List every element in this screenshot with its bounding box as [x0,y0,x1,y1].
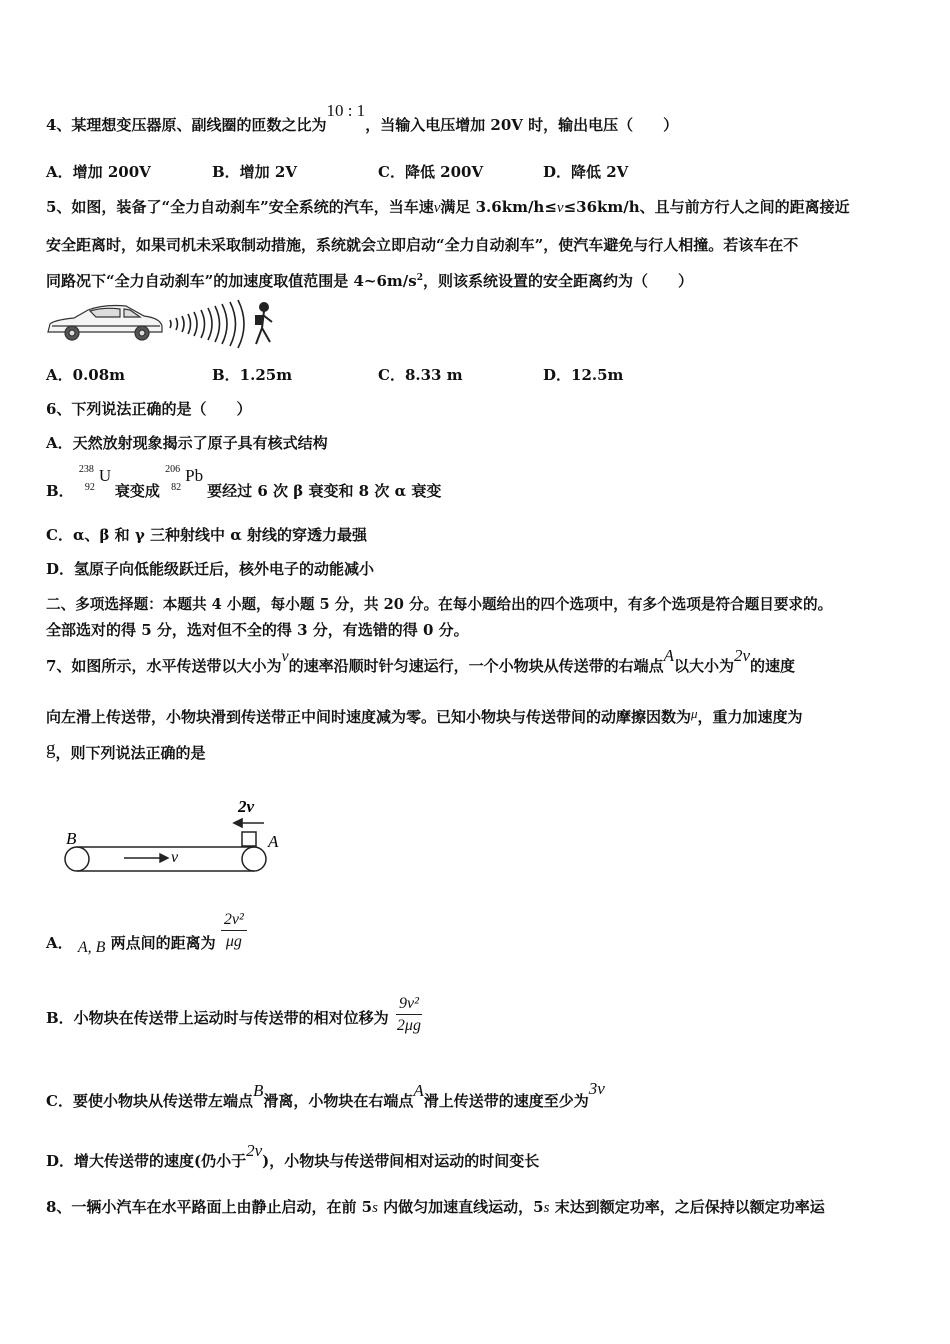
q4-option-b: B．增加 2V [212,163,297,181]
q8-unit-s: s [543,1200,550,1216]
left-roller [65,847,89,871]
uranium-isotope [78,464,115,496]
q6-stem: 6、下列说法正确的是（ ） [46,400,252,418]
q4-stem-text: 4、某理想变压器原、副线圈的匝数之比为 [46,116,327,134]
q6-option-b-label: B． [46,482,74,500]
q7-line-1 [46,646,796,676]
q4-option-a: A．增加 200V [46,163,151,181]
q7-option-b [46,994,424,1037]
uranium-symbol: U [98,466,112,485]
q6-option-b [46,464,442,501]
q5-option-c: C．8.33 m [378,366,463,384]
right-roller [242,847,266,871]
q7-option-d [46,1141,540,1171]
q7-speed-2v: 2v [733,646,751,665]
q8-text-mid: 内做匀加速直线运动，5 [377,1198,544,1216]
q7-option-b-fraction [394,994,424,1037]
q5-line1-text: 5、如图，装备了“全力自动刹车”安全系统的汽车，当车速 [46,198,434,216]
left-arrow-icon [234,819,264,827]
car-icon [48,306,162,341]
uranium-mass-number: 238 [78,464,94,475]
lead-isotope [165,464,207,496]
q7-option-a-text: 两点间的距离为 [110,933,216,952]
car-pedestrian-figure [44,298,280,350]
q7-line2-text: 向左滑上传送带，小物块滑到传送带正中间时速度减为零。已知小物块与传送带间的动摩擦因数为 [46,708,692,726]
lead-atomic-number: 82 [171,482,182,493]
q6-option-a: A．天然放射现象揭示了原子具有核式结构 [46,434,328,452]
q5-superscript: 2 [416,273,423,283]
q4-option-c: C．降低 200V [378,163,484,181]
q8-unit-s: s [372,1200,378,1216]
q7-line2-tail: ，重力加速度为 [697,708,803,726]
q5-line-3 [46,270,693,291]
q5-option-a: A．0.08m [46,366,126,384]
q7-line1-text: 7、如图所示，水平传送带以大小为 [46,657,282,675]
q4-ratio: 10 : 1 [326,101,366,120]
q7-option-a [46,910,247,956]
block-square [242,832,256,846]
q8-text: 8、一辆小汽车在水平路面上由静止启动，在前 5 [46,1198,373,1216]
signal-waves-icon [170,300,244,348]
q7-option-c-mid: 滑离，小物块在右端点 [263,1092,414,1110]
right-arrow-icon [124,854,168,862]
q7-option-a-label: A． [46,933,73,952]
fraction-numerator: 9v² [396,994,422,1015]
q7-mu: μ [691,706,698,721]
uranium-atomic-number: 92 [84,482,95,493]
q5-line-2: 安全距离时，如果司机未采取制动措施，系统就会立即启动“全力自动刹车”，使汽车避免与行人相撞。若该车在不 [46,236,799,254]
figure-label-2v: 2v [238,797,255,816]
figure-label-b: B [66,829,77,848]
q6-option-d: D．氢原子向低能级跃迁后，核外电子的动能减小 [46,560,375,578]
q7-option-d-text: D．增大传送带的速度(仍小于 [46,1152,247,1170]
q4-stem-tail: ，当输入电压增加 20V 时，输出电压（ ） [365,116,679,134]
q4-stem [46,101,679,135]
q6-option-b-tail: 要经过 6 次 β 衰变和 8 次 α 衰变 [207,482,442,500]
q7-line3-text: ，则下列说法正确的是 [55,744,206,762]
q5-option-d: D．12.5m [543,366,624,384]
q7-gravity-g: g [46,738,56,759]
q7-speed-3v: 3v [588,1079,605,1098]
q7-line1-tail: 的速度 [750,657,796,675]
q7-option-c-text: C．要使小物块从传送带左端点 [46,1092,253,1110]
fraction-numerator: 2v² [221,910,247,931]
q7-point-b: B [252,1081,264,1100]
q7-line-3 [46,738,206,764]
q7-option-c-tail: 滑上传送带的速度至少为 [423,1092,589,1110]
q7-option-b-text: B．小物块在传送带上运动时与传送带的相对位移为 [46,1008,389,1027]
q4-option-d: D．降低 2V [543,163,629,181]
q7-line1-speed-label: 以大小为 [673,657,734,675]
figure-label-v: v [171,849,179,866]
q8-text-tail: 末达到额定功率，之后保持以额定功率运 [549,1198,825,1216]
q7-points-ab: A, B [77,938,106,956]
fraction-denominator: μg [225,933,242,950]
q8-stem [46,1196,825,1217]
section-2-heading: 二、多项选择题：本题共 4 小题，每小题 5 分，共 20 分。在每小题给出的四个选项中，有多个选项是符合题目要求的。 [46,596,833,613]
q7-point-a: A [413,1081,424,1100]
q5-line1-mid: 满足 3.6km/h≤ [440,198,557,216]
q6-option-c: C．α、β 和 γ 三种射线中 α 射线的穿透力最强 [46,526,368,544]
q5-var-v: v [433,200,441,216]
q7-option-c [46,1079,605,1111]
section-2-scoring: 全部选对的得 5 分，选对但不全的得 3 分，有选错的得 0 分。 [46,621,469,639]
q7-point-a: A [663,646,674,665]
pedestrian-icon [256,303,272,344]
q5-line1-tail: ≤36km/h、且与前方行人之间的距离接近 [563,198,850,216]
q7-speed-2v: 2v [246,1141,263,1160]
lead-symbol: Pb [185,466,204,485]
conveyor-belt-figure [58,792,288,876]
q5-line3-text: 同路况下“全力自动刹车”的加速度取值范围是 4~6m/s [46,272,417,290]
q5-var-v: v [556,200,564,216]
q7-line-2 [46,706,803,727]
fraction-denominator: 2μg [396,1017,421,1034]
figure-label-a: A [268,832,279,851]
q7-option-a-fraction [221,910,247,953]
q5-option-b: B．1.25m [212,366,293,384]
q7-option-d-tail: )，小物块与传送带间相对运动的时间变长 [262,1152,540,1170]
lead-mass-number: 206 [165,464,181,475]
q7-var-v: v [281,648,289,665]
q7-line1-mid: 的速率沿顺时针匀速运行，一个小物块从传送带的右端点 [288,657,664,675]
q5-line-1 [46,196,850,217]
q6-option-b-mid: 衰变成 [114,482,160,500]
q5-line3-tail: ，则该系统设置的安全距离约为（ ） [422,272,693,290]
